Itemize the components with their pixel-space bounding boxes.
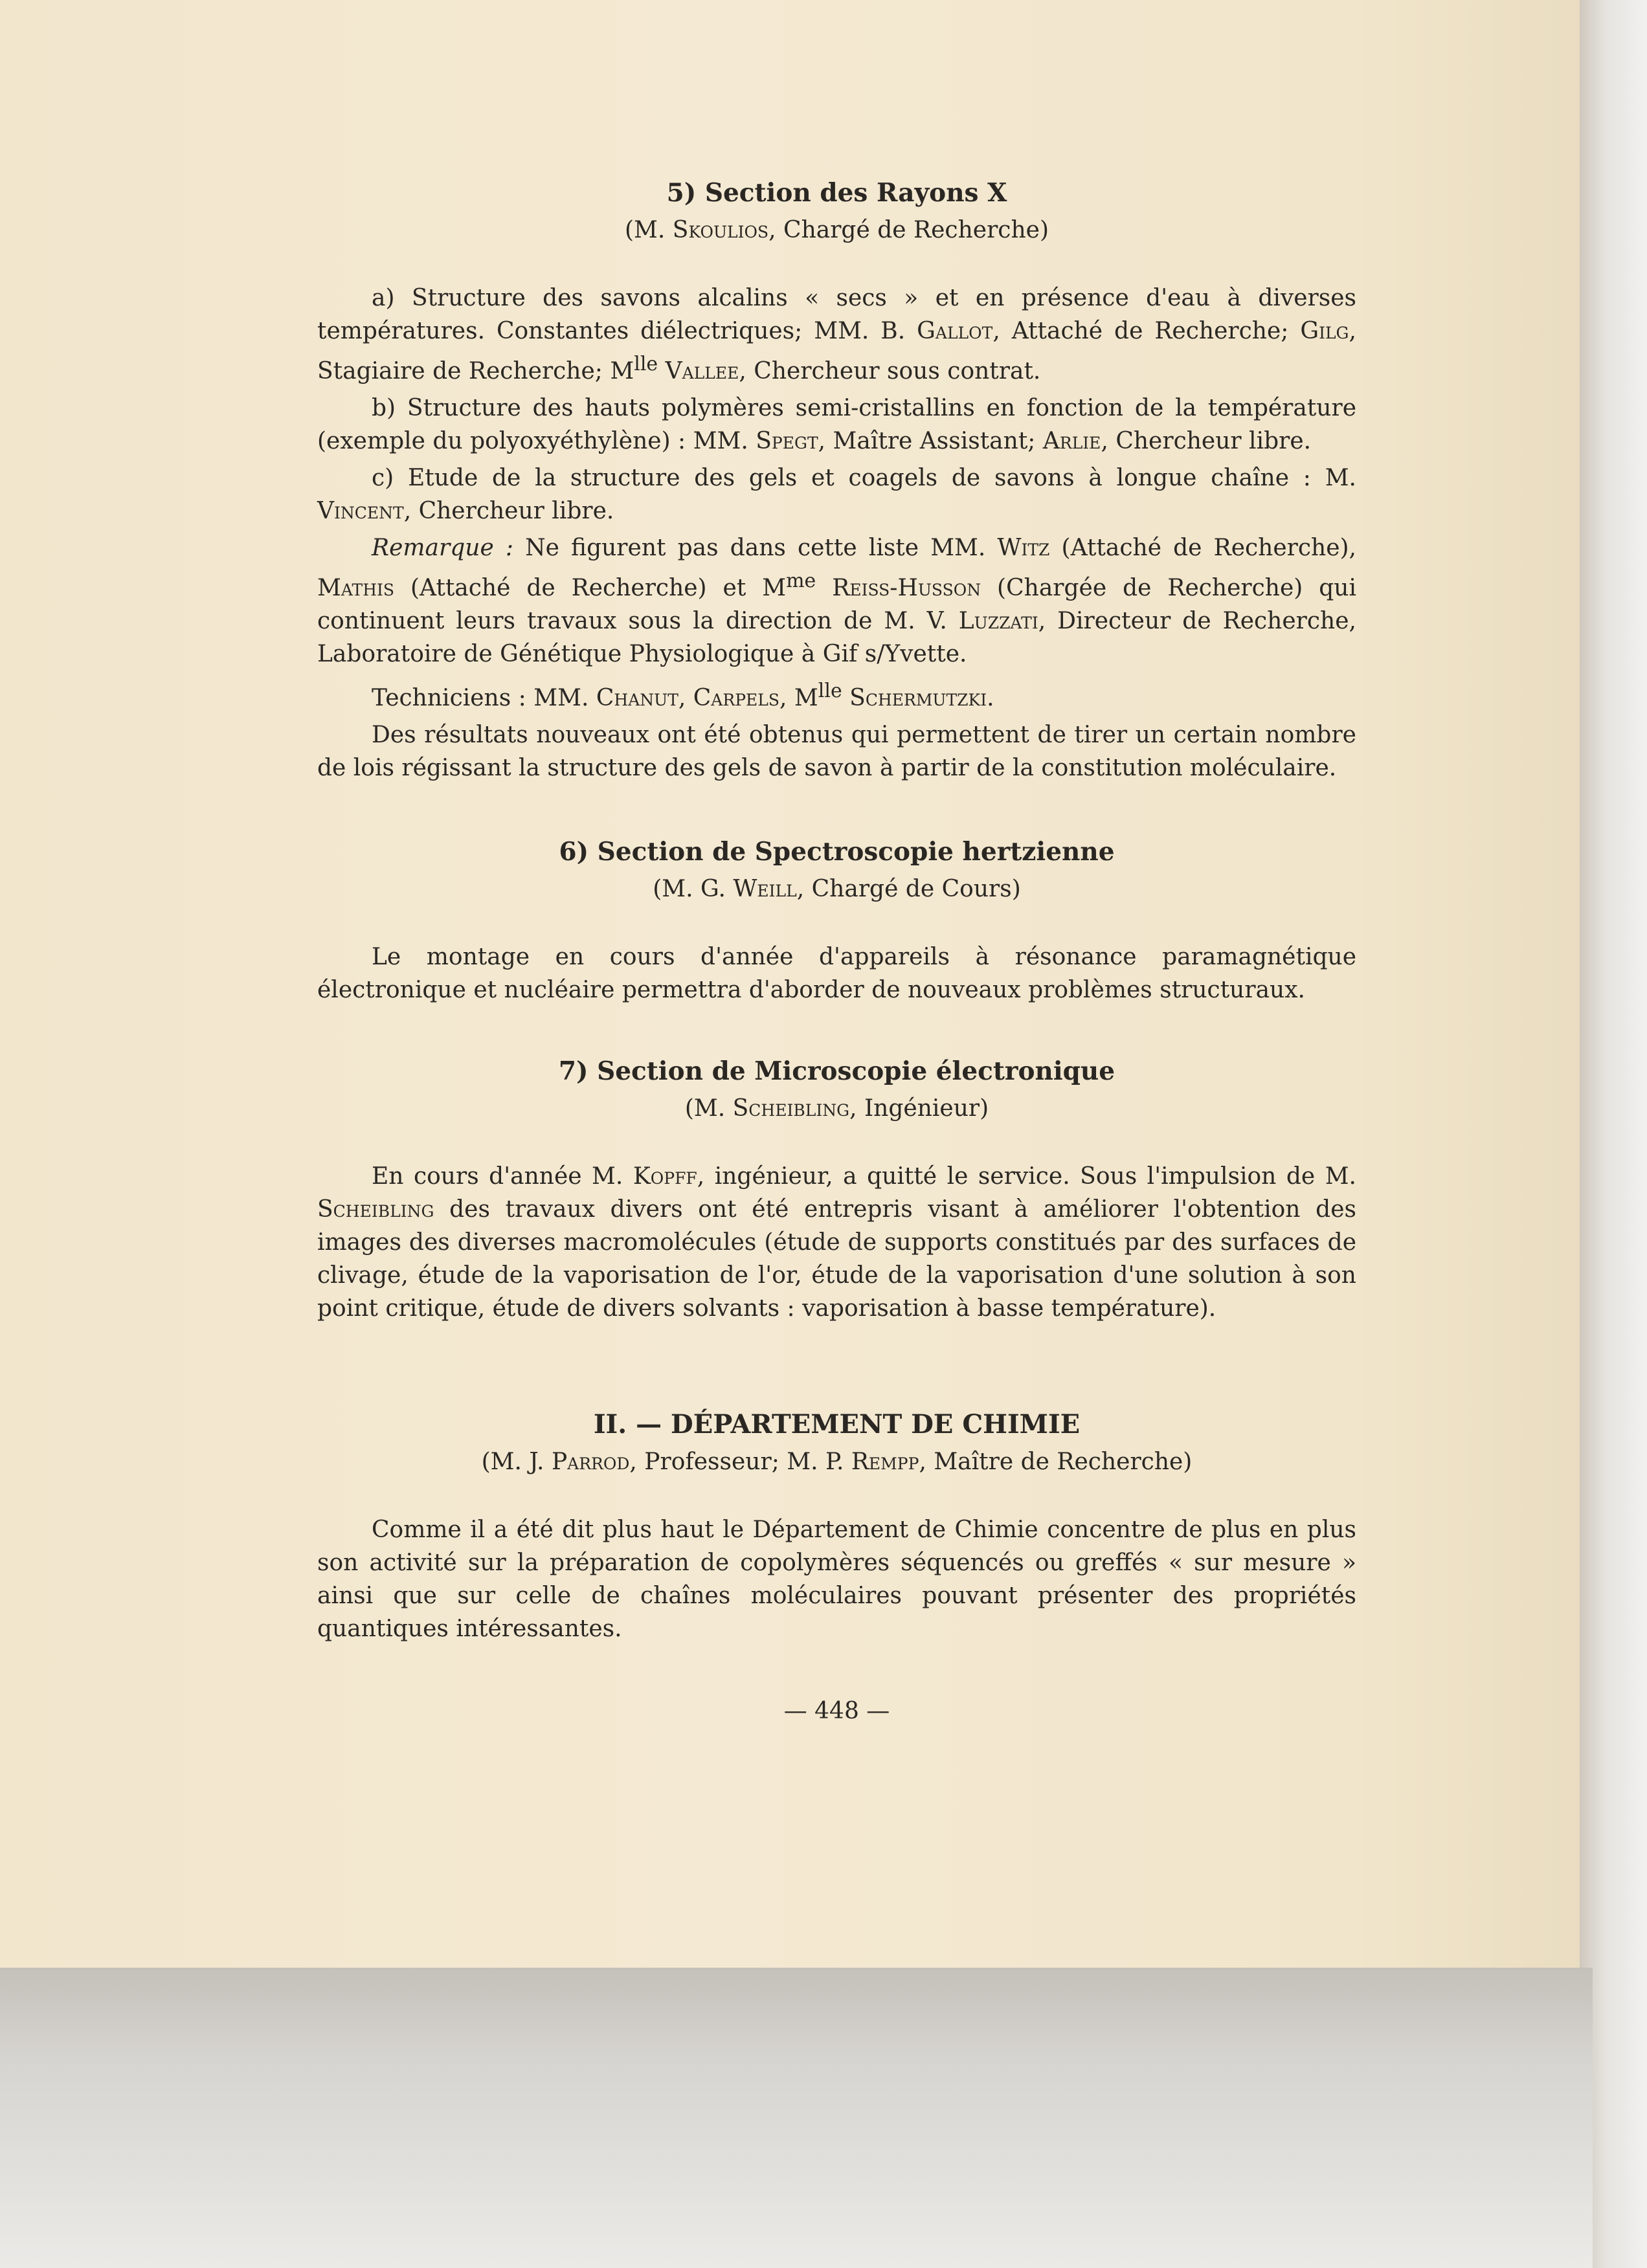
paragraph-6: Le montage en cours d'année d'appareils à résonance paramagnétique électronique et nucléaire permettra d'aborder de nouveaux problèmes structuraux. <box>317 944 1356 1003</box>
section-5-subtitle: (M. Skoulios, Chargé de Recherche) <box>625 217 1049 243</box>
spacer <box>317 788 1356 834</box>
spacer <box>317 1010 1356 1053</box>
section-6-subtitle: (M. G. Weill, Chargé de Cours) <box>653 876 1021 902</box>
section-5-title: 5) Section des Rayons X <box>666 178 1007 208</box>
paragraph-5c: c) Etude de la structure des gels et coagels de savons à longue chaîne : M. Vincent, Chercheur libre. <box>317 465 1356 524</box>
spacer <box>317 1649 1356 1662</box>
section-7-subtitle: (M. Scheibling, Ingénieur) <box>684 1095 989 1122</box>
page-content <box>317 175 1356 1728</box>
paragraph-5a: a) Structure des savons alcalins « secs » et en présence d'eau à diverses températures. Constantes diélectriques; MM. B. Gallot, Attaché de Recherche; Gilg, Stagiaire de Recherche; $M^{lle}$ Vallee, Chercheur sous contrat. <box>317 285 1356 384</box>
section-6-title: 6) Section de Spectroscopie hertzienne <box>559 837 1115 867</box>
paragraph-techniciens: Techniciens : MM. Chanut, Carpels, $M^{lle}$ Schermutzki. <box>372 680 994 711</box>
paragraph-departement: Comme il a été dit plus haut le Département de Chimie concentre de plus en plus son activité sur la préparation de copolymères séquencés ou greffés « sur mesure » ainsi que sur celle de chaînes moléculaires pouvant présenter des propriétés quantiques intéressantes. <box>317 1517 1356 1642</box>
spacer <box>317 1329 1356 1406</box>
department-subtitle: (M. J. Parrod, Professeur; M. P. Rempp, Maître de Recherche) <box>481 1449 1193 1475</box>
section-7-title: 7) Section de Microscopie électronique <box>558 1056 1115 1086</box>
page-edge-shadow <box>1580 0 1647 2268</box>
paragraph-remarque: Remarque : Ne figurent pas dans cette liste MM. Witz (Attaché de Recherche), Mathis (Attaché de Recherche) et $M^{me}$ Reiss-Husson (Chargée de Recherche) qui continuent leurs travaux sous la direction de M. V. Luzzati, Directeur de Recherche, Laboratoire de Génétique Physiologique à Gif s/Yvette. <box>317 535 1356 667</box>
paragraph-5b: b) Structure des hauts polymères semi-cristallins en fonction de la température (exemple du polyoxyéthylène) : MM. Spegt, Maître Assistant; Arlie, Chercheur libre. <box>317 395 1356 454</box>
paragraph-resultats: Des résultats nouveaux ont été obtenus qui permettent de tirer un certain nombre de lois régissant la structure des gels de savon à partir de la constitution moléculaire. <box>317 722 1356 781</box>
paragraph-7: En cours d'année M. Kopff, ingénieur, a quitté le service. Sous l'impulsion de M. Scheibling des travaux divers ont été entrepris visant à améliorer l'obtention des images des diverses macromolécules (étude de supports constitués par des surfaces de clivage, étude de la vaporisation de l'or, étude de la vaporisation d'une solution à son point critique, étude de divers solvants : vaporisation à basse température). <box>317 1163 1356 1322</box>
department-title: II. — DÉPARTEMENT DE CHIMIE <box>593 1409 1081 1440</box>
page-number: — 448 — <box>783 1698 890 1724</box>
scan-background <box>0 1968 1593 2268</box>
